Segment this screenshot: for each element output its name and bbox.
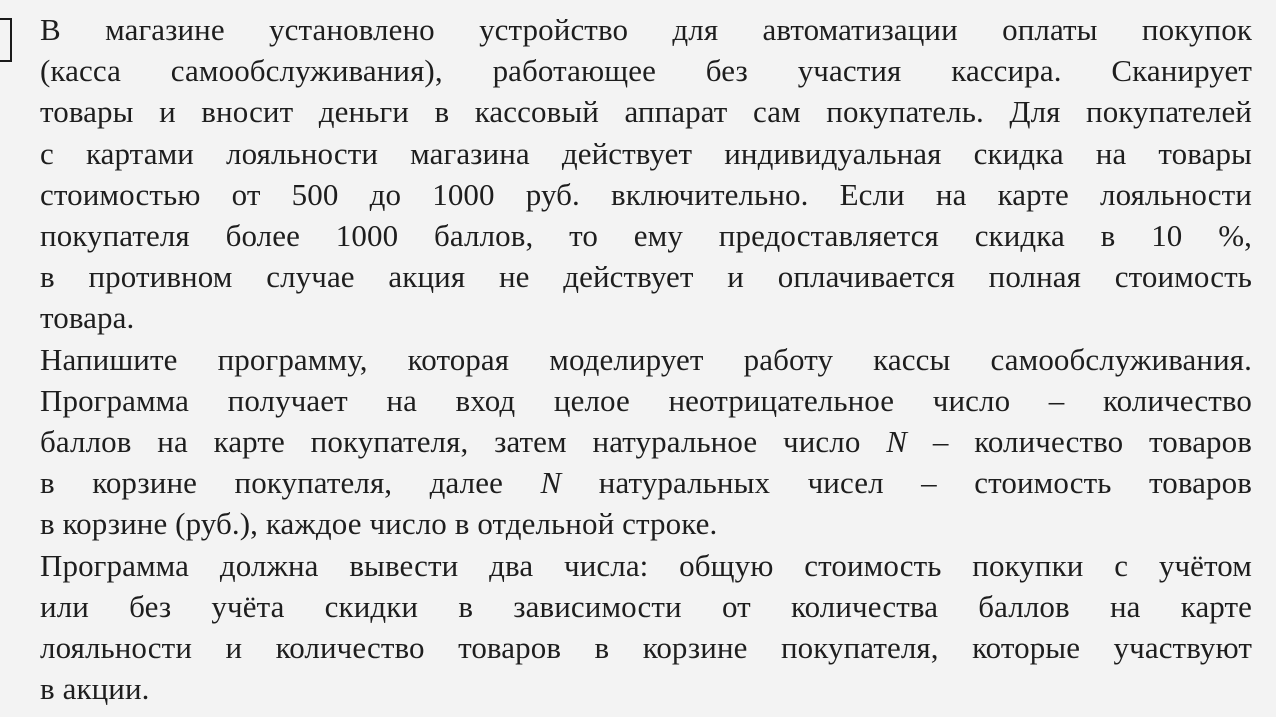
text-line: в противном случае акция не действует и оплачивается полная стоимость xyxy=(40,259,1252,295)
text-line: в акции. xyxy=(40,671,150,707)
text-line: в корзине покупателя, далее N натуральных чисел – стоимость товаров xyxy=(40,465,1252,501)
text-line: В магазине установлено устройство для автоматизации оплаты покупок xyxy=(40,12,1252,47)
text-line: Напишите программу, которая моделирует работу кассы самообслуживания. xyxy=(40,341,1252,377)
text-line: товары и вносит деньги в кассовый аппарат сам покупатель. Для покупателей xyxy=(40,94,1252,130)
text-line: или без учёта скидки в зависимости от количества баллов на карте xyxy=(40,588,1252,624)
text-line: с картами лояльности магазина действует индивидуальная скидка на товары xyxy=(40,135,1252,171)
text-line: товара. xyxy=(40,300,135,336)
text-line: (касса самообслуживания), работающее без участия кассира. Сканирует xyxy=(40,53,1252,89)
paragraph-output xyxy=(40,545,1252,710)
paragraph-task xyxy=(40,339,1252,545)
text-line: стоимостью от 500 до 1000 руб. включительно. Если на карте лояльности xyxy=(40,176,1252,212)
text-line: лояльности и количество товаров в корзине покупателя, которые участвуют xyxy=(40,630,1252,666)
text-line: в корзине (руб.), каждое число в отдельной строке. xyxy=(40,506,718,542)
text-line: покупателя более 1000 баллов, то ему предоставляется скидка в 10 %, xyxy=(40,218,1252,254)
paragraph-conditions xyxy=(40,9,1252,339)
text-line: баллов на карте покупателя, затем натуральное число N – количество товаров xyxy=(40,424,1252,460)
text-line: Программа получает на вход целое неотрицательное число – количество xyxy=(40,382,1252,418)
variable-n: N xyxy=(886,424,908,460)
margin-bracket xyxy=(0,18,12,62)
problem-statement xyxy=(40,9,1252,709)
text-line: Программа должна вывести два числа: общую стоимость покупки с учётом xyxy=(40,547,1252,583)
variable-n: N xyxy=(540,465,562,501)
